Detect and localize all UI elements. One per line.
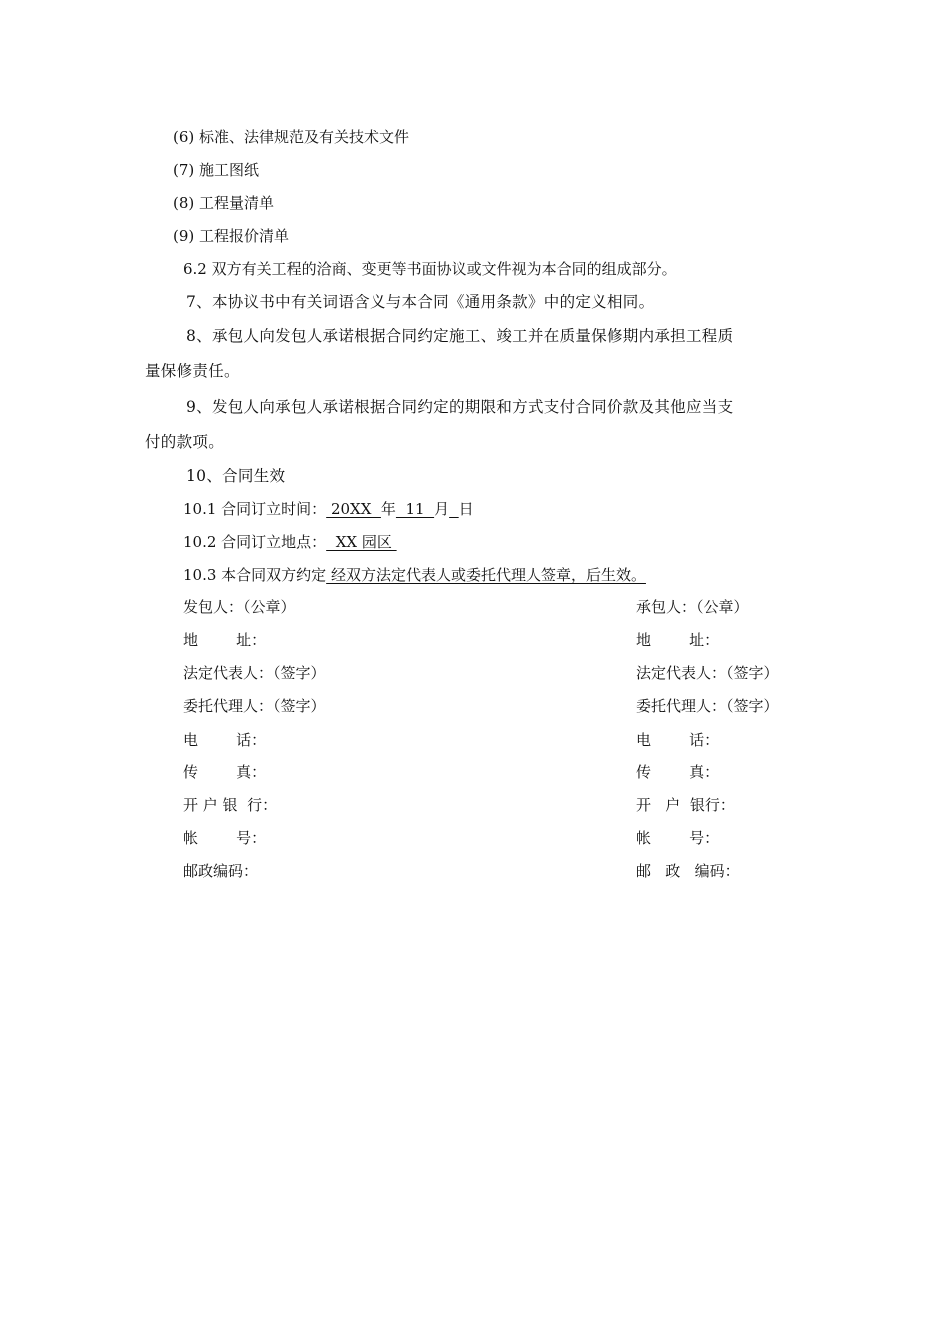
right-party-address: 地 址： bbox=[636, 631, 720, 649]
left-party-bank: 开 户 银 行： bbox=[183, 796, 278, 814]
right-party-phone: 电 话： bbox=[636, 731, 720, 749]
list-item-7: (7) 施工图纸 bbox=[173, 161, 260, 179]
day-unit: 日 bbox=[458, 500, 474, 518]
left-party-agent: 委托代理人：（签字） bbox=[183, 697, 326, 715]
right-party-bank: 开 户 银行： bbox=[636, 796, 735, 814]
clause-8-line1: 8、承包人向发包人承诺根据合同约定施工、竣工并在质量保修期内承担工程质 bbox=[186, 327, 734, 345]
clause-6-2: 6.2 双方有关工程的洽商、变更等书面协议或文件视为本合同的组成部分。 bbox=[183, 260, 677, 278]
clause-9-line2: 付的款项。 bbox=[145, 433, 225, 451]
contract-day bbox=[449, 500, 459, 518]
left-party-legal-rep: 法定代表人：（签字） bbox=[183, 664, 326, 682]
right-party-contractor: 承包人：（公章） bbox=[636, 598, 749, 616]
clause-8-line2: 量保修责任。 bbox=[145, 362, 240, 380]
contract-year: 20XX bbox=[326, 500, 381, 518]
right-party-legal-rep: 法定代表人：（签字） bbox=[636, 664, 779, 682]
right-party-agent: 委托代理人：（签字） bbox=[636, 697, 779, 715]
clause-10-2 bbox=[183, 532, 397, 552]
contract-month: 11 bbox=[395, 500, 435, 518]
year-unit: 年 bbox=[380, 500, 396, 518]
list-item-9: (9) 工程报价清单 bbox=[173, 227, 290, 245]
right-party-postcode: 邮 政 编码： bbox=[636, 862, 740, 880]
clause-10-1 bbox=[183, 499, 474, 519]
clause-10-2-label: 10.2 合同订立地点： bbox=[183, 533, 327, 551]
clause-9-line1: 9、发包人向承包人承诺根据合同约定的期限和方式支付合同价款及其他应当支 bbox=[186, 398, 734, 416]
clause-10-1-label: 10.1 合同订立时间： bbox=[183, 500, 327, 518]
right-party-account: 帐 号： bbox=[636, 829, 720, 847]
clause-10-3-text: 经双方法定代表人或委托代理人签章，后生效。 bbox=[326, 566, 646, 584]
list-item-6: (6) 标准、法律规范及有关技术文件 bbox=[173, 128, 410, 146]
clause-10-3 bbox=[183, 565, 646, 585]
left-party-postcode: 邮政编码： bbox=[183, 862, 259, 880]
left-party-address: 地 址： bbox=[183, 631, 267, 649]
list-item-8: (8) 工程量清单 bbox=[173, 194, 275, 212]
contract-place: XX 园区 bbox=[326, 533, 397, 551]
month-unit: 月 bbox=[434, 500, 450, 518]
left-party-fax: 传 真： bbox=[183, 763, 267, 781]
left-party-employer: 发包人：（公章） bbox=[183, 598, 296, 616]
right-party-fax: 传 真： bbox=[636, 763, 720, 781]
clause-10-heading: 10、合同生效 bbox=[186, 467, 286, 485]
left-party-account: 帐 号： bbox=[183, 829, 267, 847]
left-party-phone: 电 话： bbox=[183, 731, 267, 749]
clause-7: 7、本协议书中有关词语含义与本合同《通用条款》中的定义相同。 bbox=[186, 293, 655, 311]
clause-10-3-label: 10.3 本合同双方约定 bbox=[183, 566, 327, 584]
